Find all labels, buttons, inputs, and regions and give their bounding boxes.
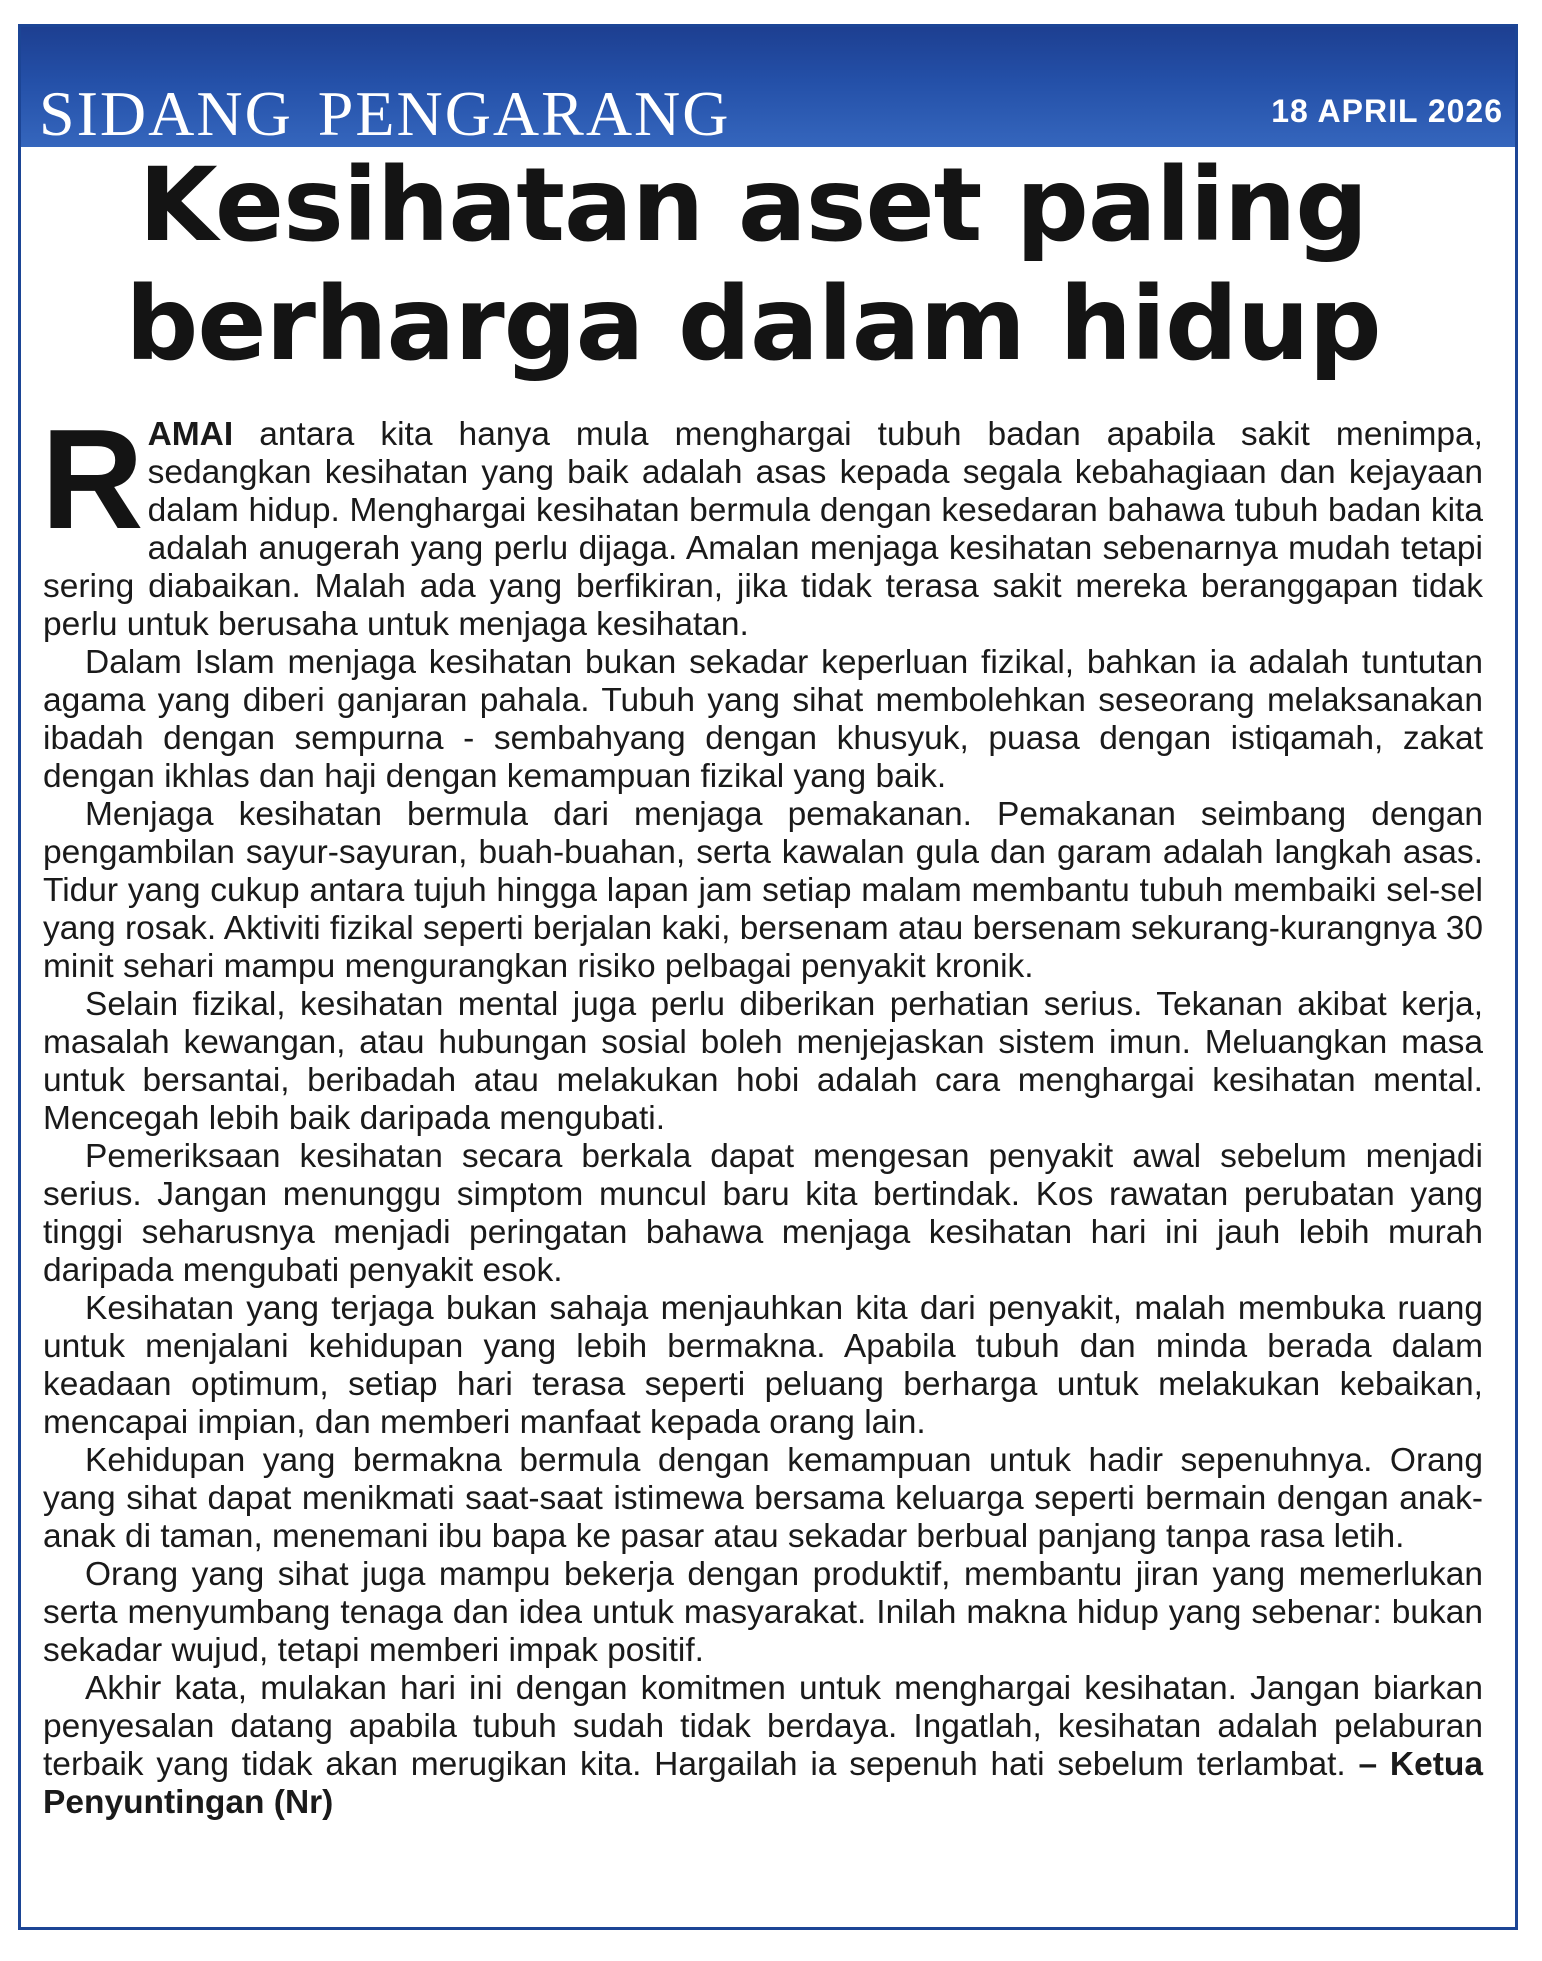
article-headline: [43, 146, 1463, 384]
masthead-banner: [21, 27, 1515, 147]
closing-text: Akhir kata, mulakan hari ini dengan komitmen untuk menghargai kesihatan. Jangan biarkan penyesalan datang apabila tubuh sudah tidak berdaya. Ingatlah, kesihatan adalah pelaburan terbaik yang tidak akan merugikan kita. Hargailah ia sepenuh hati sebelum terlambat.: [43, 1670, 1483, 1783]
body-paragraph: Dalam Islam menjaga kesihatan bukan sekadar keperluan fizikal, bahkan ia adalah tuntutan agama yang diberi ganjaran pahala. Tubuh yang sihat membolehkan seseorang melaksanakan ibadah dengan sempurna - sembahyang dengan khusyuk, puasa dengan istiqamah, zakat dengan ikhlas dan haji dengan kemampuan fizikal yang baik.: [43, 644, 1483, 795]
lead-word: AMAI: [147, 416, 234, 453]
section-title: sidang pengarang: [39, 53, 731, 147]
drop-cap: R: [41, 400, 144, 559]
body-paragraph: Selain fizikal, kesihatan mental juga perlu diberikan perhatian serius. Tekanan akibat kerja, masalah kewangan, atau hubungan sosial boleh menjejaskan sistem imun. Meluangkan masa untuk bersantai, beribadah atau melakukan hobi adalah cara menghargai kesihatan mental. Mencegah lebih baik daripada mengubati.: [43, 986, 1483, 1137]
article-body: [41, 400, 1483, 1822]
editor-signature: – Ketua Penyuntingan (Nr): [43, 1746, 1483, 1821]
body-paragraph: Kehidupan yang bermakna bermula dengan kemampuan untuk hadir sepenuhnya. Orang yang sihat dapat menikmati saat-saat istimewa bersama keluarga seperti bermain dengan anak-anak di taman, menemani ibu bapa ke pasar atau sekadar berbual panjang tanpa rasa letih.: [43, 1442, 1483, 1555]
publication-date: 18 APRIL 2026: [1271, 93, 1503, 129]
body-paragraph: Menjaga kesihatan bermula dari menjaga pemakanan. Pemakanan seimbang dengan pengambilan sayur-sayuran, buah-buahan, serta kawalan gula dan garam adalah langkah asas. Tidur yang cukup antara tujuh hingga lapan jam setiap malam membantu tubuh membaiki sel-sel yang rosak. Aktiviti fizikal seperti berjalan kaki, bersenam atau bersenam sekurang-kurangnya 30 minit sehari mampu mengurangkan risiko pelbagai penyakit kronik.: [43, 796, 1483, 985]
body-paragraph: Pemeriksaan kesihatan secara berkala dapat mengesan penyakit awal sebelum menjadi serius. Jangan menunggu simptom muncul baru kita bertindak. Kos rawatan perubatan yang tinggi seharusnya menjadi peringatan bahawa menjaga kesihatan hari ini jauh lebih murah daripada mengubati penyakit esok.: [43, 1138, 1483, 1289]
lead-paragraph: [41, 400, 1483, 644]
editorial-frame: [18, 24, 1518, 1930]
headline-line-2: berharga dalam hidup: [125, 265, 1381, 384]
body-paragraph: Kesihatan yang terjaga bukan sahaja menjauhkan kita dari penyakit, malah membuka ruang untuk menjalani kehidupan yang lebih bermakna. Apabila tubuh dan minda berada dalam keadaan optimum, setiap hari terasa seperti peluang berharga untuk melakukan kebaikan, mencapai impian, dan memberi manfaat kepada orang lain.: [43, 1290, 1483, 1441]
closing-paragraph: [43, 1670, 1483, 1822]
lead-text: antara kita hanya mula menghargai tubuh badan apabila sakit menimpa, sedangkan kesihatan yang baik adalah asas kepada segala kebahagiaan dan kejayaan dalam hidup. Menghargai kesihatan bermula dengan kesedaran bahawa tubuh badan kita adalah anugerah yang perlu dijaga. Amalan menjaga kesihatan sebenarnya mudah tetapi sering diabaikan. Malah ada yang berfikiran, jika tidak terasa sakit mereka beranggapan tidak perlu untuk berusaha untuk menjaga kesihatan.: [43, 416, 1483, 643]
body-paragraph: Orang yang sihat juga mampu bekerja dengan produktif, membantu jiran yang memerlukan serta menyumbang tenaga dan idea untuk masyarakat. Inilah makna hidup yang sebenar: bukan sekadar wujud, tetapi memberi impak positif.: [43, 1556, 1483, 1669]
headline-line-1: Kesihatan aset paling: [138, 146, 1368, 265]
